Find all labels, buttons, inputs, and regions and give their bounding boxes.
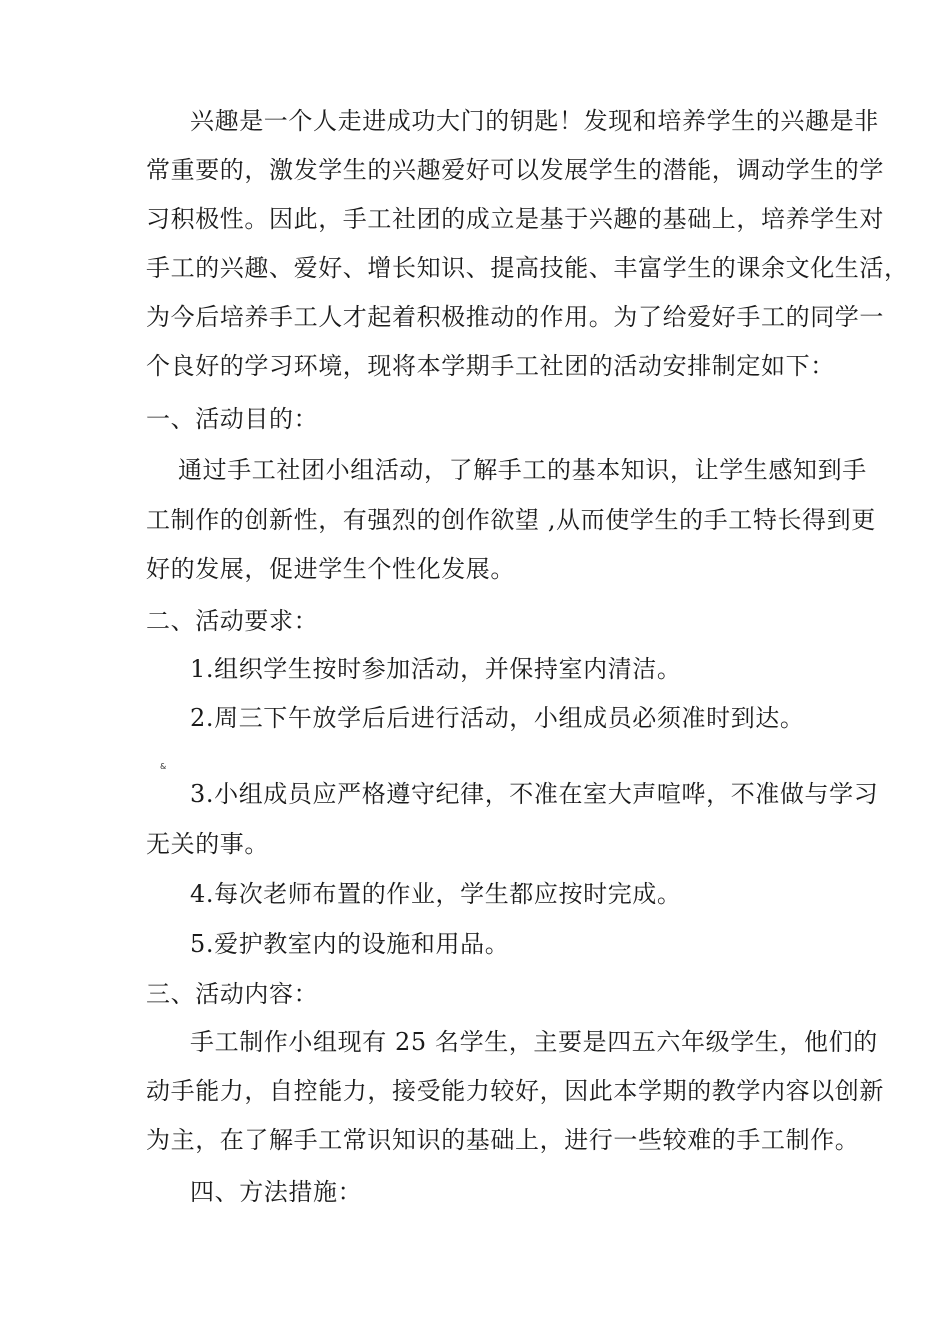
section1-line-2: 工制作的创新性，有强烈的创作欲望 ,从而使学生的手工特长得到更 <box>146 506 876 534</box>
stray-mark: & <box>160 762 167 771</box>
section1-line-3: 好的发展，促进学生个性化发展。 <box>146 555 515 583</box>
intro-line-2: 常重要的，激发学生的兴趣爱好可以发展学生的潜能，调动学生的学 <box>146 156 884 184</box>
section3-heading: 三、活动内容： <box>146 980 319 1008</box>
requirement-item-4: 4.每次老师布置的作业，学生都应按时完成。 <box>190 880 682 908</box>
intro-line-6: 个良好的学习环境，现将本学期手工社团的活动安排制定如下： <box>146 352 835 380</box>
section1-line-1: 通过手工社团小组活动，了解手工的基本知识，让学生感知到手 <box>178 456 867 484</box>
section1-heading: 一、活动目的： <box>146 405 319 433</box>
requirement-item-3: 3.小组成员应严格遵守纪律，不准在室大声喧哗，不准做与学习 <box>190 780 879 808</box>
section4-heading: 四、方法措施： <box>190 1178 363 1206</box>
section3-line-1: 手工制作小组现有 25 名学生，主要是四五六年级学生，他们的 <box>190 1028 878 1056</box>
intro-line-4: 手工的兴趣、爱好、增长知识、提高技能、丰富学生的课余文化生活， <box>146 254 909 282</box>
intro-line-1: 兴趣是一个人走进成功大门的钥匙！发现和培养学生的兴趣是非 <box>190 107 879 135</box>
requirement-item-2: 2.周三下午放学后后进行活动，小组成员必须准时到达。 <box>190 704 805 732</box>
intro-line-3: 习积极性。因此，手工社团的成立是基于兴趣的基础上，培养学生对 <box>146 205 884 233</box>
requirement-item-1: 1.组织学生按时参加活动，并保持室内清洁。 <box>190 655 682 683</box>
requirement-item-3-cont: 无关的事。 <box>146 830 269 858</box>
requirement-item-5: 5.爱护教室内的设施和用品。 <box>190 930 510 958</box>
section3-line-2: 动手能力，自控能力，接受能力较好，因此本学期的教学内容以创新 <box>146 1077 884 1105</box>
intro-line-5: 为今后培养手工人才起着积极推动的作用。为了给爱好手工的同学一 <box>146 303 884 331</box>
section3-line-3: 为主，在了解手工常识知识的基础上，进行一些较难的手工制作。 <box>146 1126 860 1154</box>
section2-heading: 二、活动要求： <box>146 607 319 635</box>
